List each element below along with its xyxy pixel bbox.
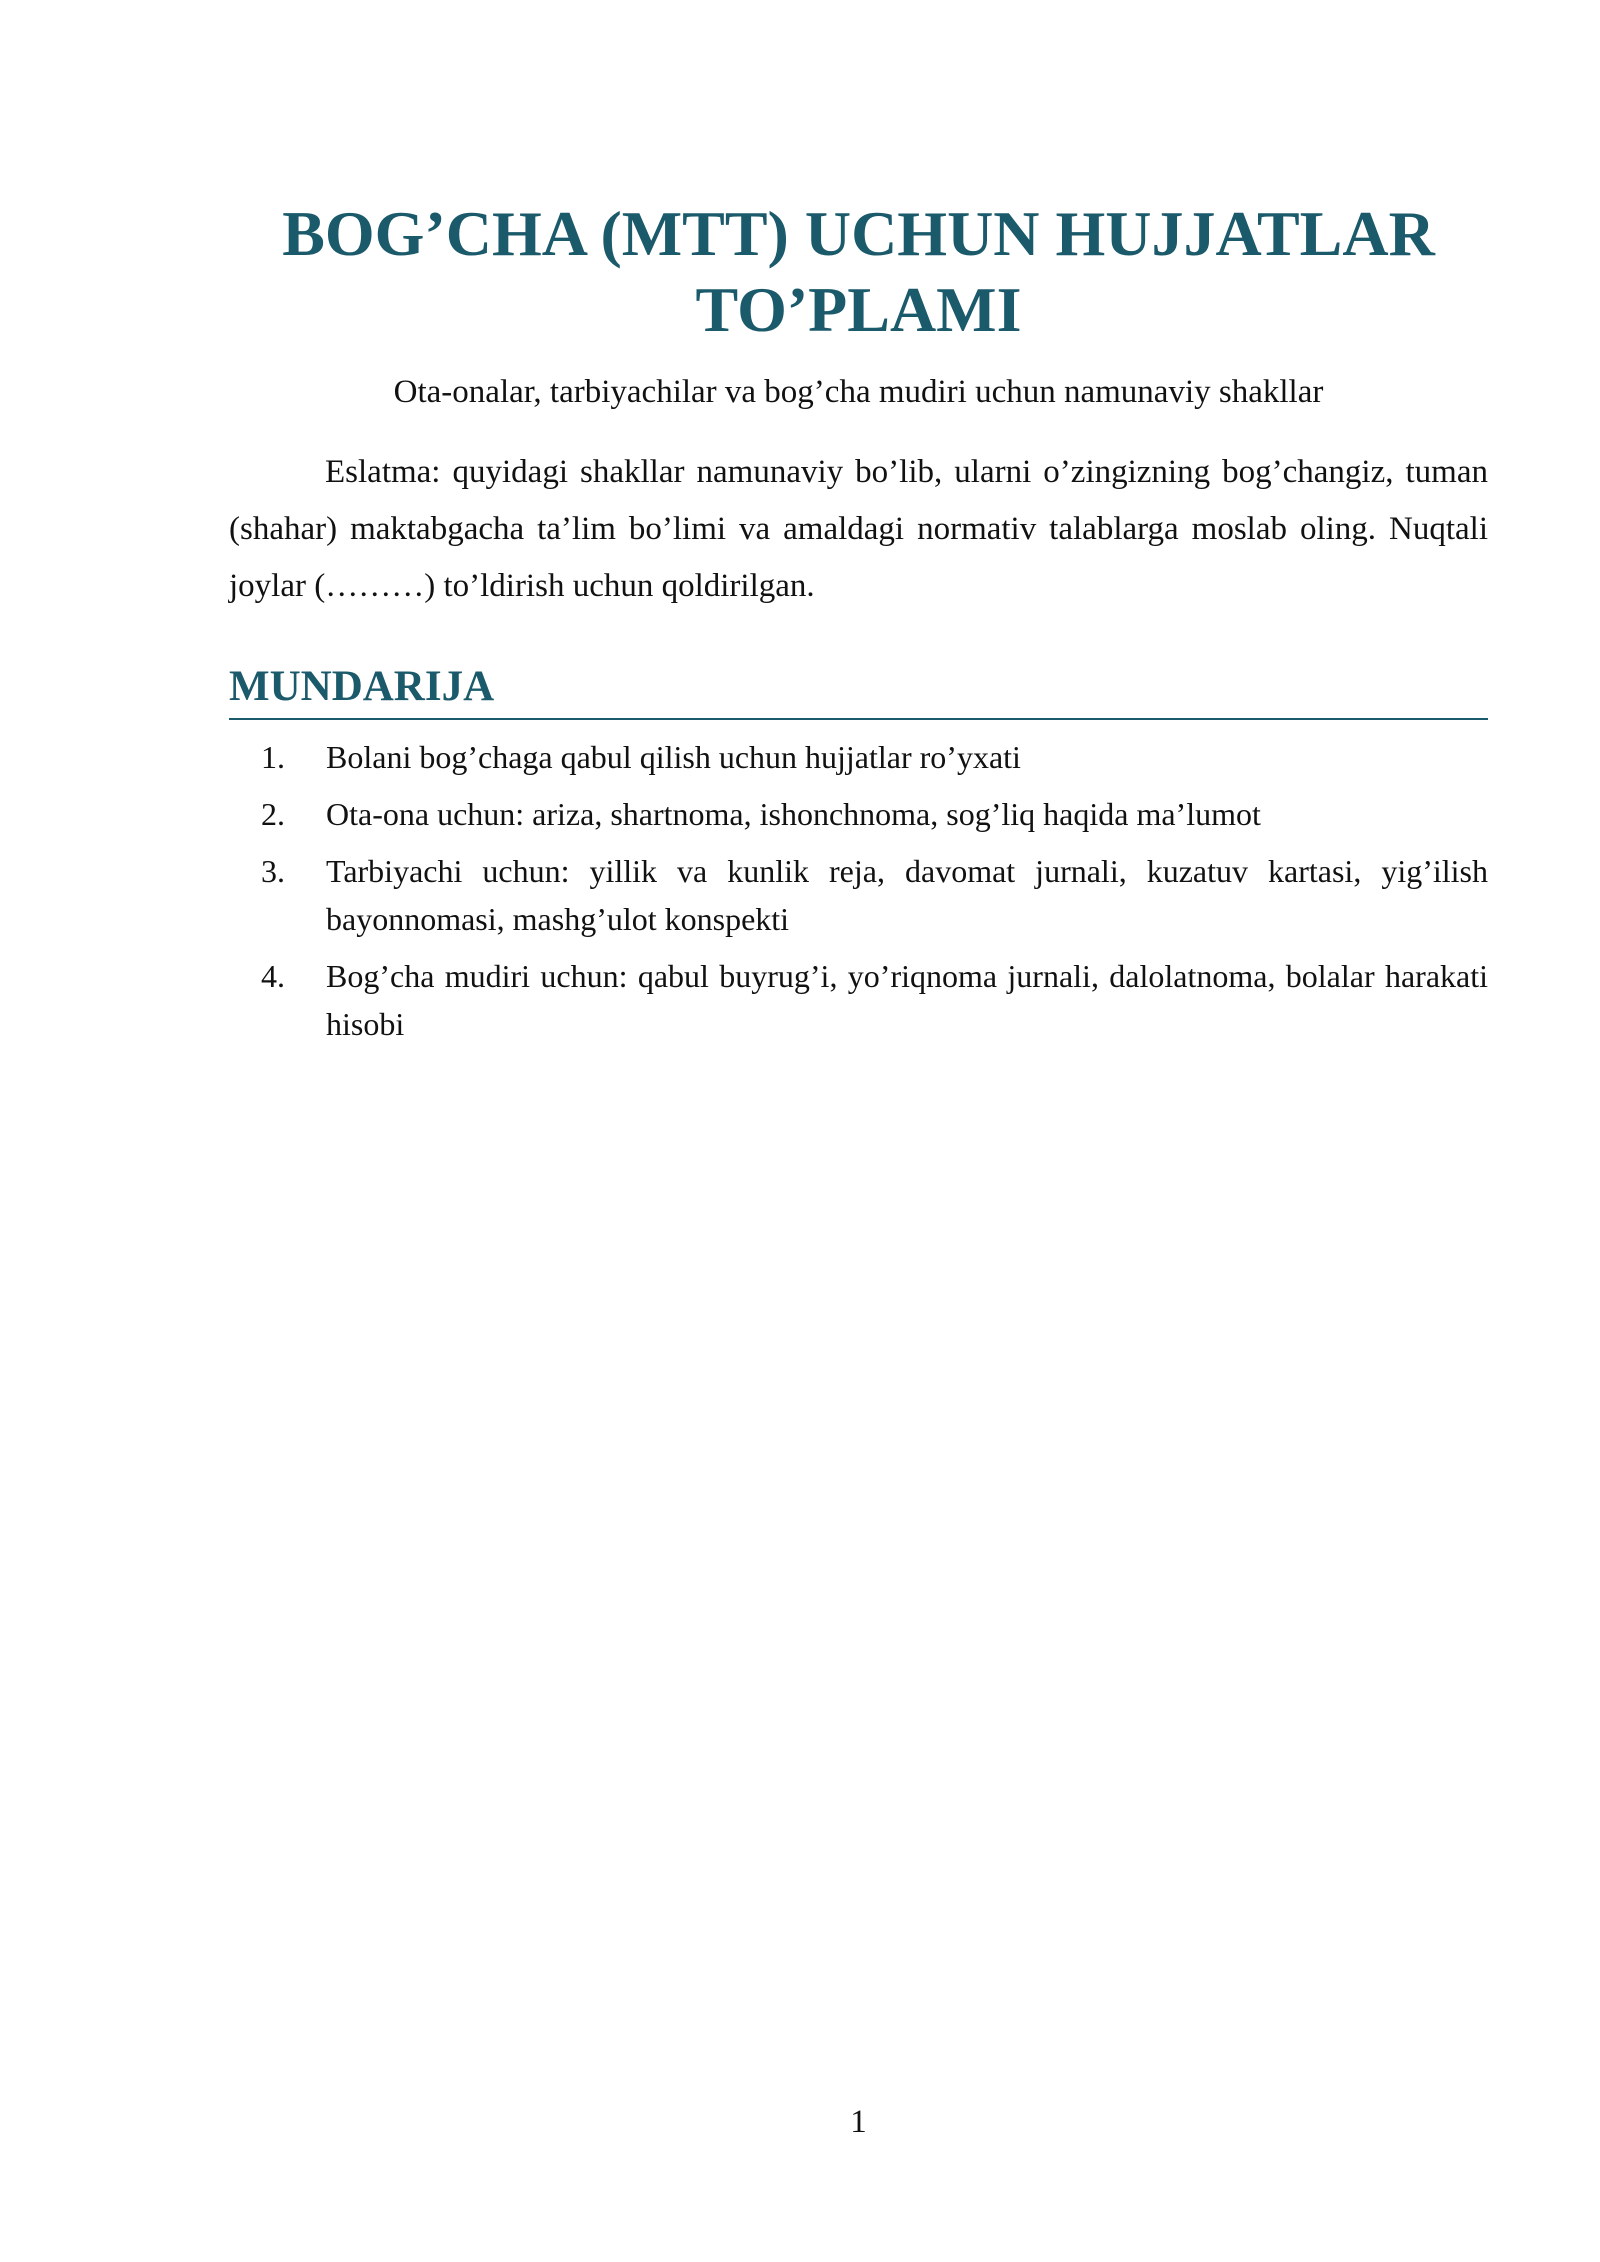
- toc-item-text: Ota-ona uchun: ariza, shartnoma, ishonchnoma, sog’liq haqida ma’lumot: [326, 796, 1261, 832]
- toc-item-text: Bolani bog’chaga qabul qilish uchun hujjatlar ro’yxati: [326, 739, 1021, 775]
- document-subtitle: Ota-onalar, tarbiyachilar va bog’cha mudiri uchun namunaviy shakllar: [393, 374, 1324, 410]
- toc-heading: MUNDARIJA: [229, 660, 1488, 720]
- toc-item-number: 4.: [261, 958, 285, 994]
- toc-item-1: [229, 733, 1488, 781]
- toc-item-text: Tarbiyachi uchun: yillik va kunlik reja, davomat jurnali, kuzatuv kartasi, yig’ilish bayonnomasi, mashg’ulot konspekti: [326, 853, 1488, 937]
- document-page: [229, 0, 1488, 2262]
- toc-item-text: Bog’cha mudiri uchun: qabul buyrug’i, yo’riqnoma jurnali, dalolatnoma, bolalar harakati hisobi: [326, 958, 1488, 1042]
- note-paragraph: Eslatma: quyidagi shakllar namunaviy bo’lib, ularni o’zingizning bog’changiz, tuman (shahar) maktabgacha ta’lim bo’limi va amaldagi normativ talablarga moslab oling. Nuqtali joylar (………) to’ldirish uchun qoldirilgan.: [229, 454, 1488, 604]
- page-number: 1: [850, 2104, 867, 2140]
- document-title: BOG’CHA (MTT) UCHUN HUJJATLAR TO’PLAMI: [282, 198, 1435, 345]
- toc-item-number: 2.: [261, 796, 285, 832]
- toc-item-number: 1.: [261, 739, 285, 775]
- toc-item-4: [229, 952, 1488, 1048]
- toc-item-number: 3.: [261, 853, 285, 889]
- toc-item-2: [229, 790, 1488, 838]
- toc-item-3: [229, 847, 1488, 943]
- toc-list: [229, 733, 1488, 1057]
